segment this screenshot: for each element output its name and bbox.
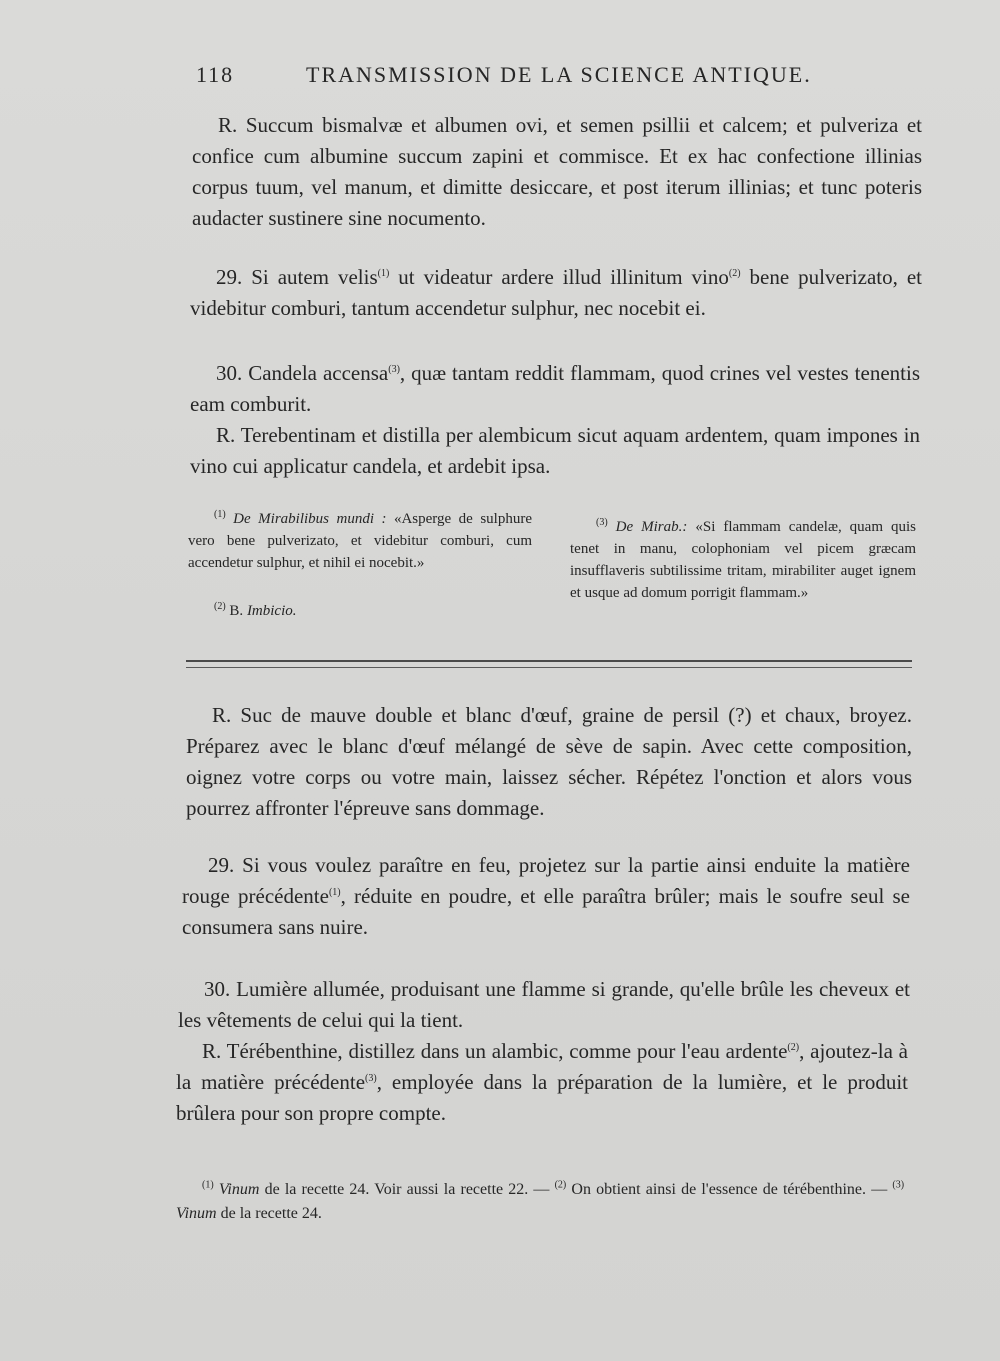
french-r2-text-b: , ajoutez-la à la matière précédente [176,1039,908,1094]
footnote-marker: (2) [554,1179,567,1191]
latin-30-text-a: 30. Candela accensa [216,361,389,385]
latin-footnote-2 [188,600,532,622]
latin-29-text-c: bene pulverizato, et videbitur comburi, tantum accendetur sulphur, nec nocebit ei. [190,265,922,320]
latin-paragraph-r2 [190,420,920,482]
footnote-marker: (1) [377,268,390,279]
latin-29-text-a: 29. Si autem velis [216,265,378,289]
footnote-italic: Vinum [176,1205,217,1222]
french-paragraph-r1 [186,700,912,824]
page-number: 118 [196,62,235,87]
french-30-text: 30. Lumière allumée, produisant une flamme si grande, qu'elle brûle les cheveux et les vêtements de celui qui la tient. [178,977,910,1032]
footnote-marker: (2) [214,601,226,612]
french-29-text-b: , réduite en poudre, et elle paraîtra brûler; mais le soufre seul se consumera sans nuire. [182,884,910,939]
footnote-marker: (3) [388,364,400,375]
separator-rule-thin [186,667,912,668]
latin-paragraph-29 [190,262,922,324]
french-footnotes [176,1178,904,1226]
footnote-text: «Si flammam candelæ, quam quis tenet in manu, colophoniam vel picem græcam insufflaveris subtilissime tritam, mirabiliter auget ignem et usque ad domum porrigit flammam.» [570,519,916,601]
french-paragraph-29 [182,850,910,943]
footnote-text: B. [229,603,247,619]
footnote-source: De Mirab.: [615,519,688,535]
latin-footnote-3 [570,516,916,604]
latin-footnote-1 [188,508,532,574]
french-paragraph-30 [178,974,910,1036]
latin-30-text-b: , quæ tantam reddit flammam, quod crines vel vestes tenentis eam comburit. [190,361,920,416]
latin-r1-text: R. Succum bismalvæ et albumen ovi, et semen psillii et calcem; et pulveriza et confice cum albumine succum zapini et commisce. Et ex hac confectione illinias corpus tuum, vel manum, et dimitte desiccare, et post iterum illinias; et tunc poteris audacter sustinere sine nocumento. [192,113,922,230]
running-title: TRANSMISSION DE LA SCIENCE ANTIQUE. [306,62,812,87]
separator-rule [186,660,912,662]
footnote-source: De Mirabilibus mundi : [233,511,387,527]
footnote-text: «Asperge de sulphure vero bene pulverizato, et videbitur comburi, cum accendetur sulphur, et nihil ei nocebit.» [188,511,532,571]
footnote-italic: Vinum [218,1181,260,1198]
latin-paragraph-30 [190,358,920,420]
footnote-marker: (3) [892,1179,905,1191]
french-r2-text-a: R. Térébenthine, distillez dans un alambic, comme pour l'eau ardente [202,1039,788,1063]
footnote-marker: (2) [787,1042,800,1053]
footnote-italic: Imbicio. [246,603,297,619]
footnote-marker: (1) [214,509,226,520]
footnote-marker: (3) [365,1073,377,1084]
footnote-marker: (2) [728,268,741,279]
footnote-text: de la recette 24. [216,1205,322,1222]
french-r2-text-c: , employée dans la préparation de la lumière, et le produit brûlera pour son propre compte. [176,1070,909,1125]
footnote-marker: (1) [328,887,341,898]
latin-paragraph-r1 [192,110,922,234]
footnote-marker: (1) [202,1179,214,1191]
latin-r2-text: R. Terebentinam et distilla per alembicum sicut aquam ardentem, quam impones in vino cui applicatur candela, et ardebit ipsa. [190,423,920,478]
latin-29-text-b: ut videatur ardere illud illinitum vino [389,265,729,289]
french-paragraph-r2 [176,1036,908,1129]
french-r1-text: R. Suc de mauve double et blanc d'œuf, graine de persil (?) et chaux, broyez. Préparez avec le blanc d'œuf mélangé de sève de sapin. Avec cette composition, oignez votre corps ou votre main, laissez sécher. Répétez l'onction et alors vous pourrez affronter l'épreuve sans dommage. [186,703,912,820]
french-29-text-a: 29. Si vous voulez paraître en feu, projetez sur la partie ainsi enduite la matière rouge précédente [182,853,910,908]
footnote-text: de la recette 24. Voir aussi la recette 22. — [259,1181,555,1198]
footnote-marker: (3) [596,517,608,528]
footnote-text: On obtient ainsi de l'essence de térébenthine. — [566,1181,893,1198]
